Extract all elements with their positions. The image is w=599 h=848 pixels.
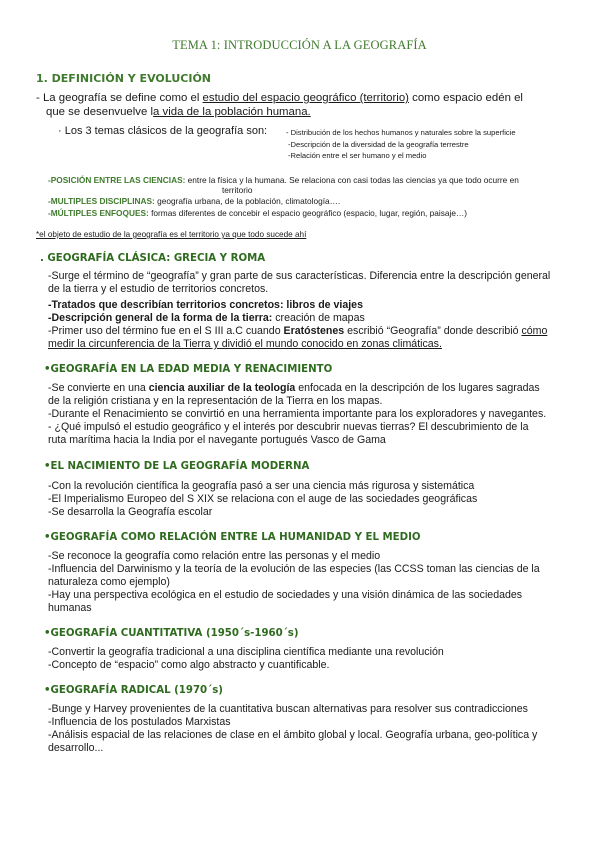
edad-media-line-3: -Durante el Renacimiento se convirtió en una herramienta importante para los exploradores y navegantes. (48, 408, 547, 420)
grecia-line-2: de la tierra y el estudio de territorios concretos. (48, 283, 269, 295)
edad-media-line-2: de la religión cristiana y en la representación de la Tierra en los mapas. (48, 395, 383, 407)
edad-media-line-1: -Se convierte en una ciencia auxiliar de la teología enfocada en la descripción de los lugares sagradas (48, 382, 540, 394)
moderna-line-2: -El Imperialismo Europeo del S XIX se relaciona con el auge de las sociedades geográficas (48, 493, 478, 505)
radical-line-2: -Influencia de los postulados Marxistas (48, 716, 231, 728)
section-heading-cuantitativa: •GEOGRAFÍA CUANTITATIVA (1950´s-1960´s) (44, 628, 299, 639)
edad-media-line-5: ruta marítima hacia la India por el navegante portugués Vasco de Gama (48, 434, 386, 446)
cuantitativa-line-2: -Concepto de “espacio” como algo abstracto y cuantificable. (48, 659, 330, 671)
grecia-line-4: -Descripción general de la forma de la tierra: creación de mapas (48, 312, 365, 324)
tema-item-2: -Descripción de la diversidad de la geografía terrestre (288, 140, 469, 149)
section-heading-definicion: 1. DEFINICIÓN Y EVOLUCIÓN (36, 72, 212, 85)
grecia-line-6: medir la circunferencia de la Tierra y dividió el mundo conocido en zonas climáticas. (48, 338, 442, 350)
posicion-line: -POSICIÓN ENTRE LAS CIENCIAS: entre la física y la humana. Se relaciona con casi todas las ciencias ya que todo ocurre en (48, 175, 519, 185)
section-heading-radical: •GEOGRAFÍA RADICAL (1970´s) (44, 685, 223, 696)
humanidad-line-5: humanas (48, 602, 92, 614)
moderna-line-3: -Se desarrolla la Geografía escolar (48, 506, 213, 518)
multiples-enfoques-line: -MÚLTIPLES ENFOQUES: formas diferentes de concebir el espacio geográfico (espacio, lugar, región, paisaje…) (48, 208, 468, 218)
radical-line-4: desarrollo... (48, 742, 104, 754)
study-object-note: *el objeto de estudio de la geografía es el territorio ya que todo sucede ahí (36, 230, 307, 239)
moderna-line-1: -Con la revolución científica la geografía pasó a ser una ciencia más rigurosa y sistemática (48, 480, 475, 492)
humanidad-line-2: -Influencia del Darwinismo y la teoría de la evolución de las especies (las CCSS toman las ciencias de la (48, 563, 540, 575)
section-heading-humanidad-medio: •GEOGRAFÍA COMO RELACIÓN ENTRE LA HUMANIDAD Y EL MEDIO (44, 532, 421, 543)
page-title: TEMA 1: INTRODUCCIÓN A LA GEOGRAFÍA (172, 38, 427, 52)
radical-line-3: -Análisis espacial de las relaciones de clase en el ámbito global y local. Geografía urbana, geo-política y (48, 729, 538, 741)
humanidad-line-4: -Hay una perspectiva ecológica en el estudio de sociedades y una visión dinámica de las sociedades (48, 589, 523, 601)
grecia-line-1: -Surge el término de “geografía” y gran parte de sus características. Diferencia entre la descripción general (48, 270, 551, 282)
temas-label: · Los 3 temas clásicos de la geografía son: (58, 125, 268, 137)
cuantitativa-line-1: -Convertir la geografía tradicional a una disciplina científica mediante una revolución (48, 646, 444, 658)
definition-line-1: - La geografía se define como el estudio del espacio geográfico (territorio) como espacio edén el (36, 92, 523, 104)
multiples-disciplinas-line: -MULTIPLES DISCIPLINAS: geografía urbana, de la población, climatología…. (48, 196, 341, 206)
section-heading-grecia-roma: . GEOGRAFÍA CLÁSICA: GRECIA Y ROMA (40, 253, 266, 264)
section-heading-edad-media: •GEOGRAFÍA EN LA EDAD MEDIA Y RENACIMIENTO (44, 364, 333, 375)
radical-line-1: -Bunge y Harvey provenientes de la cuantitativa buscan alternativas para resolver sus contradicciones (48, 703, 528, 715)
humanidad-line-1: -Se reconoce la geografía como relación entre las personas y el medio (48, 550, 381, 562)
tema-item-3: -Relación entre el ser humano y el medio (288, 151, 427, 160)
humanidad-line-3: naturaleza como ejemplo) (48, 576, 170, 588)
section-heading-moderna: •EL NACIMIENTO DE LA GEOGRAFÍA MODERNA (44, 461, 310, 472)
grecia-line-3: -Tratados que describían territorios concretos: libros de viajes (48, 299, 363, 311)
definition-line-2: que se desenvuelve la vida de la población humana. (46, 106, 311, 118)
edad-media-line-4: - ¿Qué impulsó el estudio geográfico y el interés por descubrir nuevas tierras? El descubrimiento de la (48, 421, 529, 433)
grecia-line-5: -Primer uso del término fue en el S III a.C cuando Eratóstenes escribió “Geografía” donde describió cómo (48, 325, 548, 337)
tema-item-1: - Distribución de los hechos humanos y naturales sobre la superficie (286, 128, 516, 137)
posicion-line-2: territorio (222, 185, 253, 195)
